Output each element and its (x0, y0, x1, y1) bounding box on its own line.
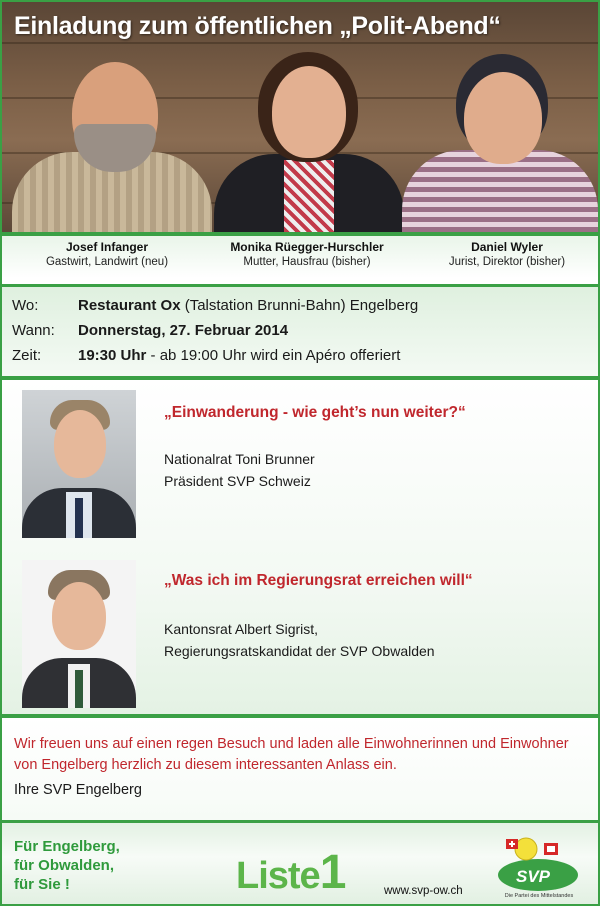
photo-daniel-wyler (402, 52, 598, 232)
candidate-name: Monika Rüegger-Hurschler (230, 240, 384, 254)
photo-monika-ruegger (214, 52, 404, 232)
candidate-names (2, 232, 598, 278)
liste-label (236, 845, 345, 900)
page-title: Einladung zum öffentlichen „Polit-Abend“ (14, 12, 501, 40)
speakers-section (2, 380, 598, 714)
candidate-1 (22, 240, 192, 268)
candidate-name: Daniel Wyler (471, 240, 543, 254)
speaker-2-topic: „Was ich im Regierungsrat erreichen will“ (164, 572, 473, 589)
svp-logo (494, 835, 580, 905)
when-label: Wann: (12, 322, 55, 339)
event-time: 19:30 Uhr (78, 347, 147, 364)
speaker-1-role: Präsident SVP Schweiz (164, 473, 311, 489)
where-label: Wo: (12, 297, 39, 314)
event-date: Donnerstag, 27. Februar 2014 (78, 322, 289, 339)
slogan-line: Für Engelberg, (14, 838, 120, 855)
apero-note: - ab 19:00 Uhr wird ein Apéro offeriert (146, 347, 401, 364)
logo-word: SVP (516, 867, 551, 886)
speaker-1-topic: „Einwanderung - wie geht’s nun weiter?“ (164, 404, 466, 421)
candidate-2 (212, 240, 402, 268)
photo-toni-brunner (22, 390, 136, 538)
photo-albert-sigrist (22, 560, 136, 708)
invitation-text: Wir freuen uns auf einen regen Besuch und laden alle Einwohnerinnen und Einwohner von Engelberg herzlich zu diesem interessanten Anlass ein. (14, 736, 569, 773)
footer (2, 820, 598, 906)
candidate-role: Gastwirt, Landwirt (neu) (45, 256, 169, 268)
time-label: Zeit: (12, 347, 42, 364)
invitation-signature: Ihre SVP Engelberg (14, 782, 142, 798)
hero-photo (2, 2, 598, 232)
candidate-name: Josef Infanger (65, 240, 149, 254)
photo-josef-infanger (12, 52, 212, 232)
liste-word: Liste (236, 855, 320, 897)
invitation (2, 718, 598, 820)
candidate-role: Mutter, Hausfrau (bisher) (243, 256, 371, 268)
speaker-1-title: Nationalrat Toni Brunner (164, 451, 315, 467)
slogan-line: für Obwalden, (14, 857, 115, 874)
venue-detail: (Talstation Brunni-Bahn) Engelberg (180, 297, 419, 314)
website-link[interactable]: www.svp-ow.ch (384, 885, 463, 897)
candidate-role: Jurist, Direktor (bisher) (448, 256, 566, 268)
candidate-3 (422, 240, 592, 268)
event-info (2, 284, 598, 376)
speaker-1-info (164, 448, 315, 492)
speaker-2-title: Kantonsrat Albert Sigrist, (164, 621, 319, 637)
speaker-2-info (164, 618, 435, 662)
logo-tagline: Die Partei des Mittelstandes (504, 893, 574, 899)
slogan (14, 837, 120, 894)
speaker-2-role: Regierungsratskandidat der SVP Obwalden (164, 643, 435, 659)
slogan-line: für Sie ! (14, 876, 70, 893)
venue-name: Restaurant Ox (78, 297, 181, 314)
liste-number: 1 (319, 846, 346, 899)
